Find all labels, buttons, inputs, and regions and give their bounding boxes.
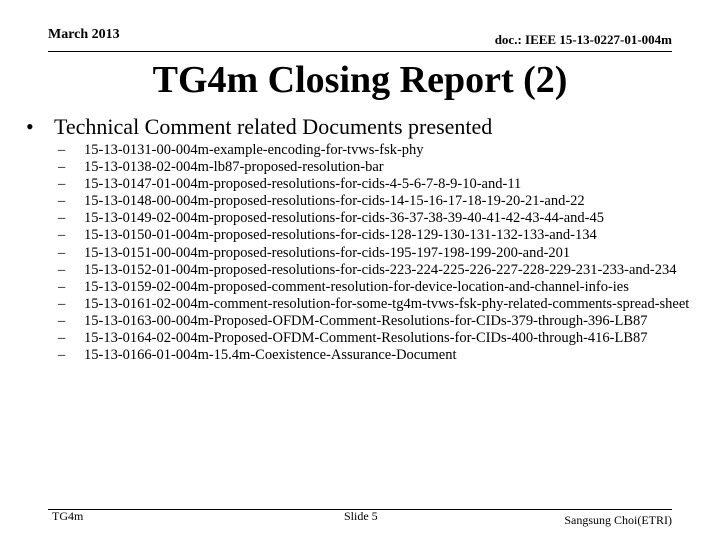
document-name: 15-13-0131-00-004m-example-encoding-for-tvws-fsk-phy	[84, 142, 424, 158]
list-item	[58, 142, 698, 159]
list-item	[58, 330, 698, 347]
document-name: 15-13-0149-02-004m-proposed-resolutions-for-cids-36-37-38-39-40-41-42-43-44-and-45	[84, 210, 604, 227]
footer-author: Sangsung Choi(ETRI)	[564, 513, 672, 527]
list-item	[58, 245, 698, 262]
dash-bullet: –	[58, 159, 66, 176]
document-name: 15-13-0159-02-004m-proposed-comment-resolution-for-device-location-and-channel-info-ies	[84, 278, 629, 295]
list-item	[58, 347, 698, 364]
list-item	[58, 227, 698, 244]
list-item	[58, 159, 698, 176]
document-name: 15-13-0150-01-004m-proposed-resolutions-for-cids-128-129-130-131-132-133-and-134	[84, 227, 597, 244]
dash-bullet: –	[58, 330, 66, 347]
footer-left: TG4m	[52, 509, 84, 523]
header-divider	[48, 51, 672, 52]
header-date: March 2013	[48, 27, 120, 42]
dash-bullet: –	[58, 142, 66, 158]
document-name: 15-13-0163-00-004m-Proposed-OFDM-Comment-Resolutions-for-CIDs-379-through-396-LB87	[84, 312, 648, 329]
document-name: 15-13-0152-01-004m-proposed-resolutions-for-cids-223-224-225-226-227-228-229-231-233-and-234	[84, 261, 677, 278]
document-name: 15-13-0161-02-004m-comment-resolution-for-some-tg4m-tvws-fsk-phy-related-comments-spread-sheet	[84, 295, 690, 312]
dash-bullet: –	[58, 244, 66, 261]
list-item	[58, 193, 698, 210]
bullet-dot: •	[26, 114, 34, 139]
document-name: 15-13-0147-01-004m-proposed-resolutions-for-cids-4-5-6-7-8-9-10-and-11	[84, 176, 522, 193]
dash-bullet: –	[58, 227, 66, 244]
list-item	[58, 313, 698, 330]
list-item	[58, 279, 698, 296]
dash-bullet: –	[58, 312, 66, 329]
dash-bullet: –	[58, 210, 66, 227]
document-name: 15-13-0138-02-004m-lb87-proposed-resolution-bar	[84, 159, 384, 176]
dash-bullet: –	[58, 176, 66, 193]
document-name: 15-13-0166-01-004m-15.4m-Coexistence-Assurance-Document	[84, 347, 457, 364]
slide-number: Slide 5	[344, 509, 378, 523]
list-item	[58, 296, 698, 313]
document-name: 15-13-0148-00-004m-proposed-resolutions-for-cids-14-15-16-17-18-19-20-21-and-22	[84, 193, 585, 210]
document-name: 15-13-0164-02-004m-Proposed-OFDM-Comment-Resolutions-for-CIDs-400-through-416-LB87	[84, 330, 648, 347]
main-bullet	[26, 114, 492, 140]
list-item	[58, 210, 698, 227]
slide-title: TG4m Closing Report (2)	[152, 59, 568, 101]
header-doc-id: doc.: IEEE 15-13-0227-01-004m	[494, 32, 672, 47]
list-item	[58, 176, 698, 193]
list-item	[58, 262, 698, 279]
dash-bullet: –	[58, 278, 66, 295]
dash-bullet: –	[58, 193, 66, 210]
document-list	[58, 142, 698, 364]
dash-bullet: –	[58, 295, 66, 312]
main-bullet-text: Technical Comment related Documents presented	[54, 114, 493, 139]
document-name: 15-13-0151-00-004m-proposed-resolutions-for-cids-195-197-198-199-200-and-201	[84, 244, 571, 261]
dash-bullet: –	[58, 261, 66, 278]
dash-bullet: –	[58, 347, 66, 364]
